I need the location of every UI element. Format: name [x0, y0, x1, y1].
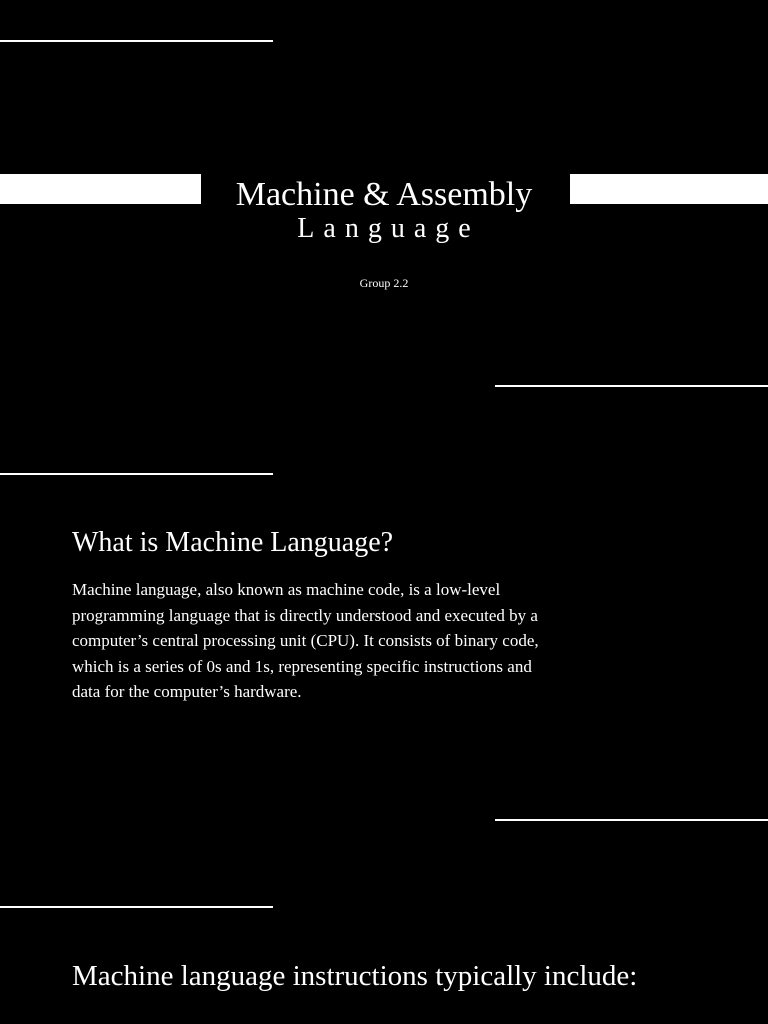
bottom-right-rule: [495, 385, 768, 387]
slide-subtitle: Group 2.2: [359, 276, 409, 290]
top-left-rule: [0, 40, 273, 42]
slide-title-line-2: Language: [297, 213, 480, 244]
bottom-right-rule: [495, 819, 768, 821]
definition-paragraph: Machine language, also known as machine code, is a low-level programming language that is directly understood and executed by a computer’s central processing unit (CPU). It consists of binary code, which is a series of 0s and 1s, representing specific instructions and data for the computer’s hardware.: [72, 580, 539, 702]
slide-title-line-1: Machine & Assembly: [235, 176, 533, 213]
top-left-rule: [0, 906, 273, 908]
slide-heading: What is Machine Language?: [72, 527, 394, 558]
top-left-rule: [0, 473, 273, 475]
slide-heading: Machine language instructions typically include:: [72, 960, 638, 992]
